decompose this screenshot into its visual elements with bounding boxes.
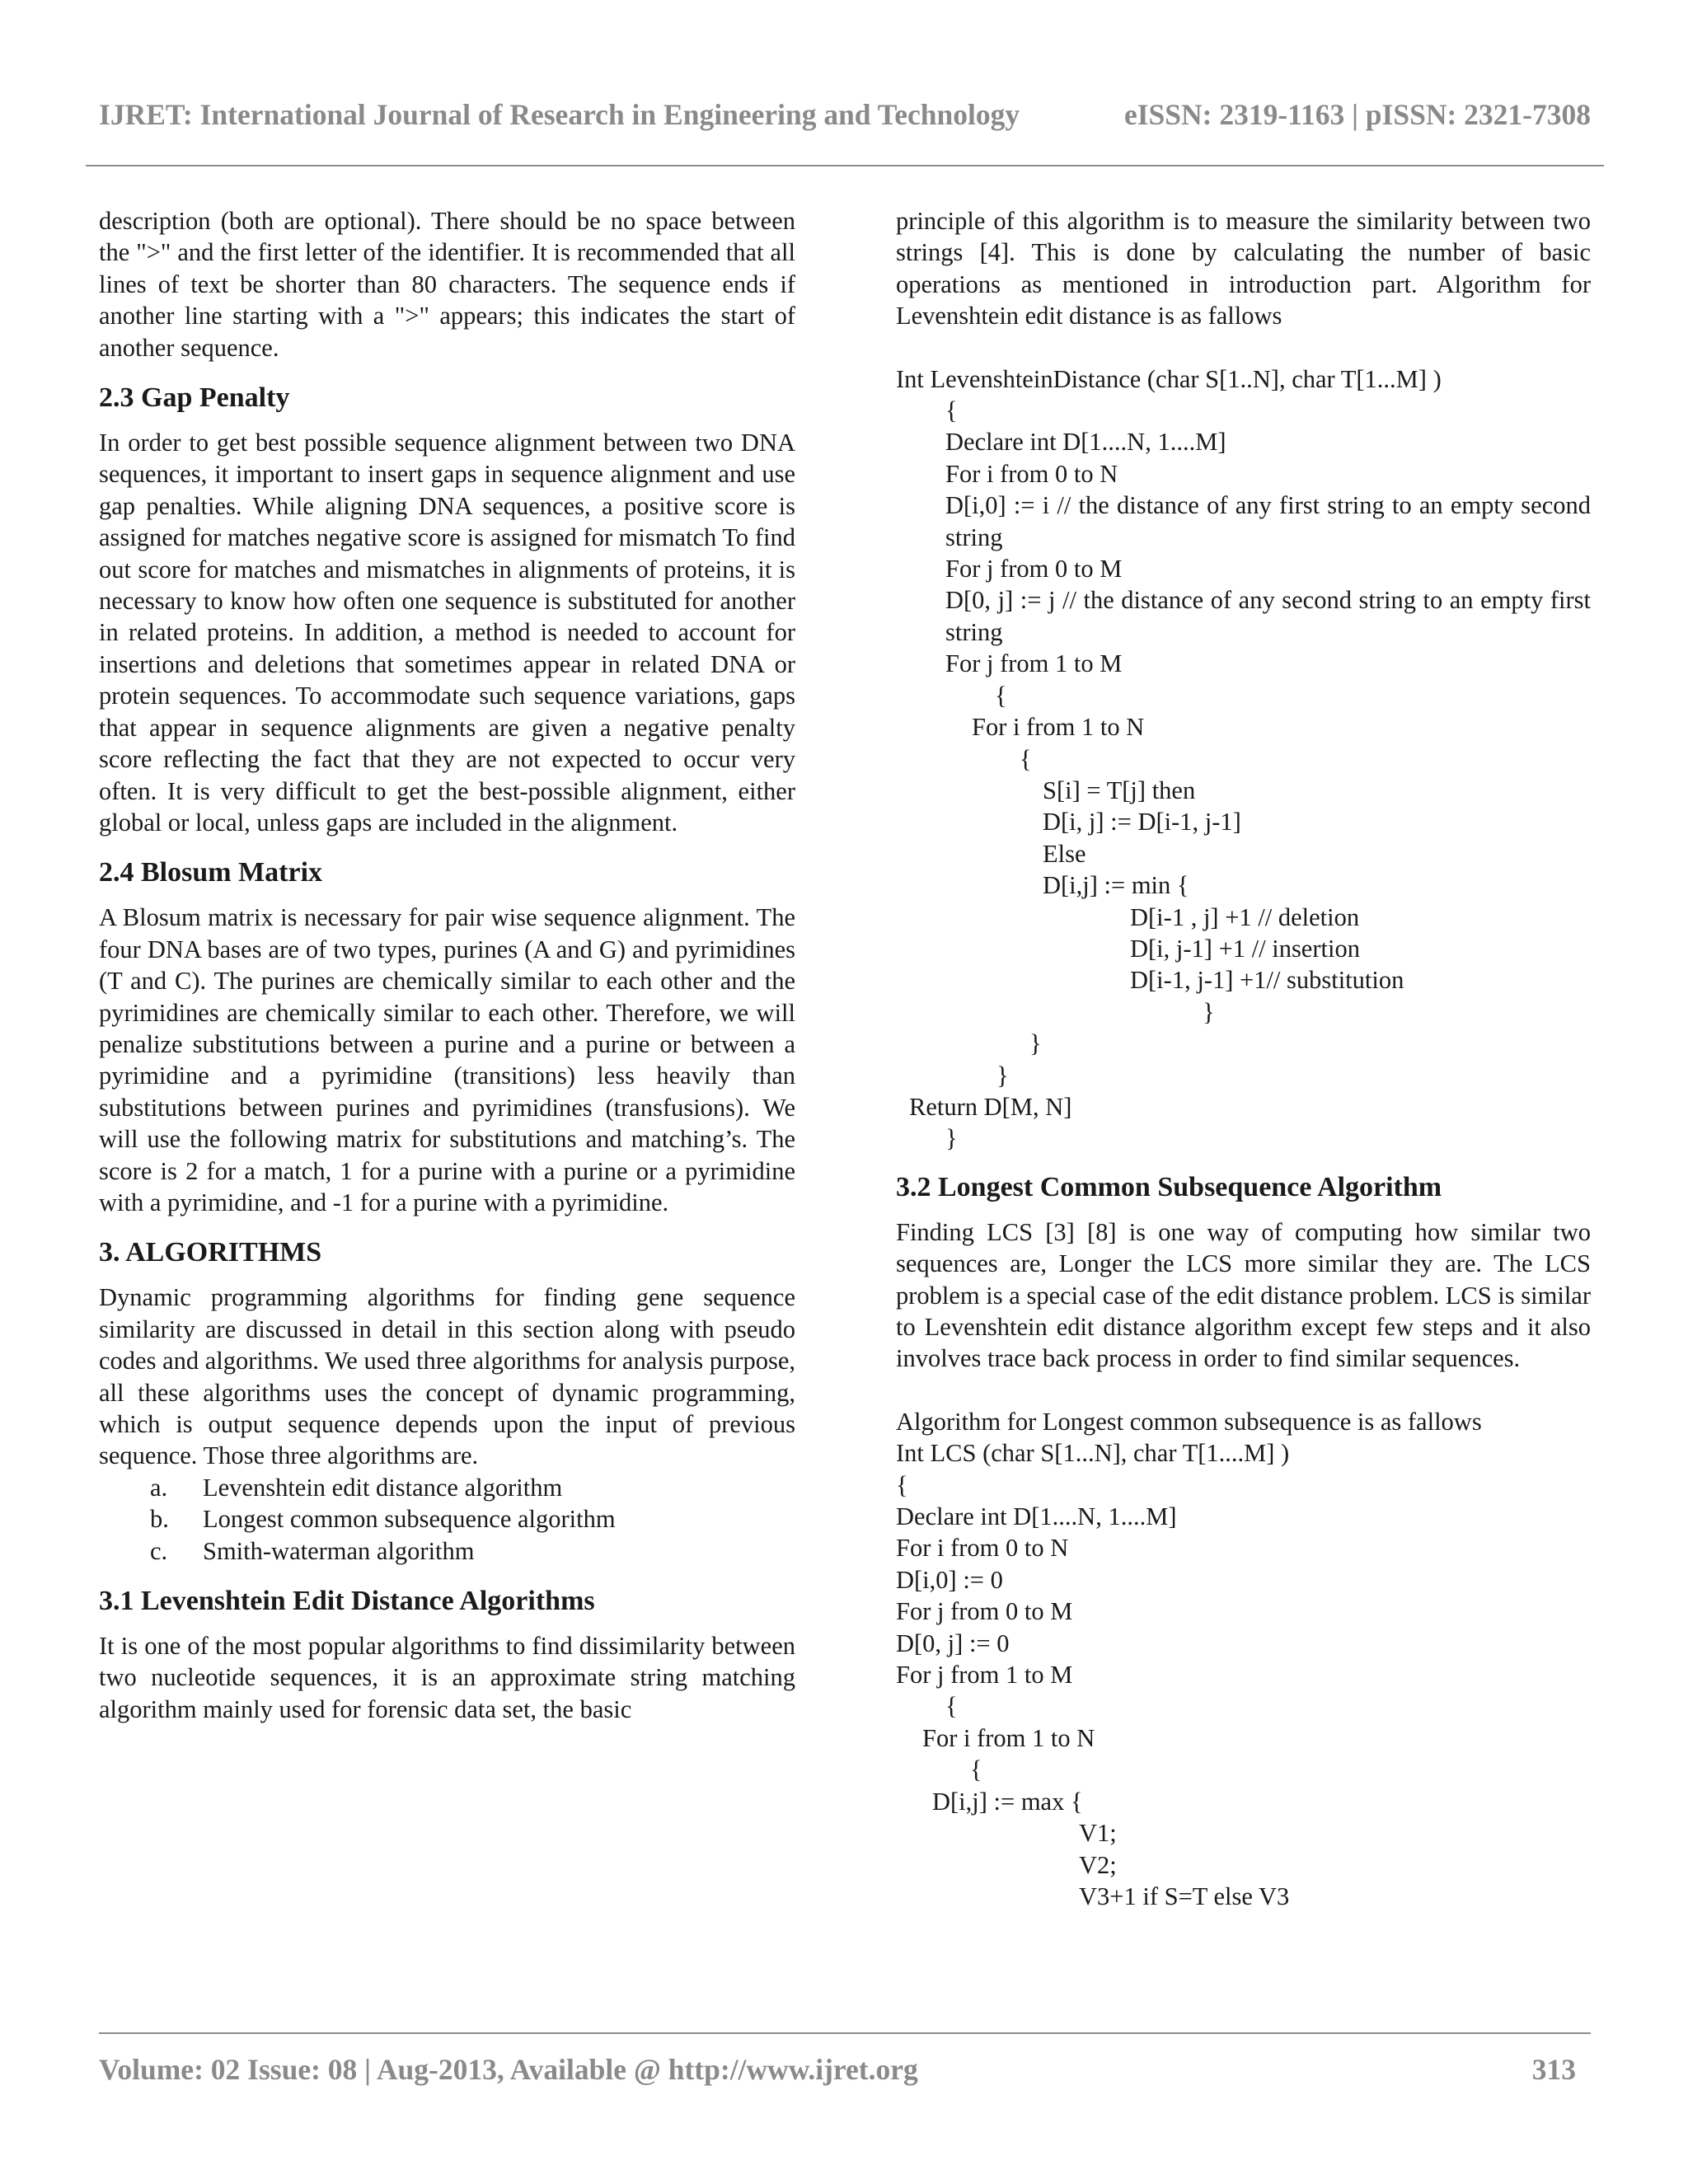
- code-line: }: [1029, 1029, 1042, 1058]
- code-line: S[i] = T[j] then: [1043, 776, 1196, 804]
- journal-title: IJRET: International Journal of Research in Engineering and Technology: [99, 98, 1020, 131]
- code-line: }: [945, 1124, 958, 1153]
- list-marker: a.: [150, 1473, 168, 1502]
- page-number: 313: [1531, 2053, 1576, 2086]
- code-line: For i from 0 to N: [945, 459, 1118, 488]
- code-line: D[i,j] := max {: [932, 1787, 1083, 1816]
- section-3-body: Dynamic programming algorithms for finding gene sequence similarity are discussed in detail in this section along with pseudo codes and algorithms. We used three algorithms for analysis purpose, all these algorithms uses the concept of dynamic programming, which is output sequence depends upon the input of previous sequence. Those three algorithms are.: [99, 1283, 795, 1470]
- code-line: For j from 0 to M: [945, 555, 1123, 583]
- code-line: {: [945, 396, 958, 425]
- code-line: {: [970, 1755, 982, 1784]
- code-line: Int LCS (char S[1...N], char T[1....M] ): [896, 1439, 1290, 1468]
- code-line: {: [1020, 744, 1032, 773]
- code-line: Int LevenshteinDistance (char S[1..N], char T[1...M] ): [896, 364, 1442, 393]
- code-line: For j from 0 to M: [896, 1597, 1073, 1626]
- list-marker: c.: [150, 1536, 168, 1565]
- code-line: D[i,j] := min {: [1043, 871, 1189, 900]
- code-line: Declare int D[1....N, 1....M]: [945, 428, 1226, 457]
- section-3-heading: 3. ALGORITHMS: [99, 1237, 322, 1268]
- list-item-text: Longest common subsequence algorithm: [203, 1505, 616, 1534]
- code-line: D[i, j] := D[i-1, j-1]: [1043, 808, 1241, 837]
- code-line: {: [896, 1470, 908, 1499]
- code-line: Algorithm for Longest common subsequence is as fallows: [896, 1407, 1482, 1436]
- header-divider: [86, 165, 1604, 166]
- code-line: For j from 1 to M: [896, 1661, 1073, 1690]
- code-line: D[0, j] := 0: [896, 1629, 1010, 1657]
- section-3-2-body: Finding LCS [3] [8] is one way of computing how similar two sequences are, Longer the LCS more similar they are. The LCS problem is a special case of the edit distance problem. LCS is similar to Levenshtein edit distance algorithm except few steps and it also involves trace back process in order to find similar sequences.: [896, 1217, 1591, 1373]
- code-line: D[i-1, j-1] +1// substitution: [1130, 966, 1404, 995]
- code-line: D[i, j-1] +1 // insertion: [1130, 934, 1360, 963]
- code-line: D[0, j] := j // the distance of any second string to an empty first string: [945, 586, 1591, 646]
- section-2-4-body: A Blosum matrix is necessary for pair wise sequence alignment. The four DNA bases are of two types, purines (A and G) and pyrimidines (T and C). The purines are chemically similar to each other and the pyrimidines are chemically similar to each other. Therefore, we will penalize substitutions between a purine and a purine or between a pyrimidine and a pyrimidine (transitions) less heavily than substitutions between purines and pyrimidines (transfusions). We will use the following matrix for substitutions and matching’s. The score is 2 for a match, 1 for a purine with a purine or a pyrimidine with a pyrimidine, and -1 for a purine with a pyrimidine.: [99, 903, 795, 1216]
- section-2-3-heading: 2.3 Gap Penalty: [99, 382, 290, 414]
- section-3-1-heading: 3.1 Levenshtein Edit Distance Algorithms: [99, 1586, 595, 1617]
- footer-divider: [99, 2032, 1591, 2034]
- levenshtein-intro: principle of this algorithm is to measure the similarity between two strings [4]. This is done by calculating the number of basic operations as mentioned in introduction part. Algorithm for Levenshtein edit distance is as fallows: [896, 207, 1591, 330]
- code-line: For i from 1 to N: [972, 713, 1145, 742]
- code-line: For i from 1 to N: [922, 1723, 1095, 1752]
- running-header: [99, 97, 1591, 132]
- code-line: D[i,0] := 0: [896, 1565, 1003, 1594]
- code-line: V1;: [1079, 1819, 1117, 1848]
- right-column: [896, 205, 1591, 1912]
- issn-numbers: eISSN: 2319-1163 | pISSN: 2321-7308: [1123, 98, 1591, 131]
- section-2-3-body: In order to get best possible sequence alignment between two DNA sequences, it important to insert gaps in sequence alignment and use gap penalties. While aligning DNA sequences, a positive score is assigned for matches negative score is assigned for mismatch To find out score for matches and mismatches in alignments of proteins, it is necessary to know how often one sequence is substituted for another in related proteins. In addition, a method is needed to account for insertions and deletions that sometimes appear in related DNA or protein sequences. To accommodate such sequence variations, gaps that appear in sequence alignments are given a negative penalty score reflecting the fact that they are not expected to occur very often. It is very difficult to get the best-possible alignment, either global or local, unless gaps are included in the alignment.: [99, 429, 795, 837]
- volume-info: Volume: 02 Issue: 08 | Aug-2013, Available @ http://www.ijret.org: [99, 2053, 918, 2086]
- code-line: V3+1 if S=T else V3: [1079, 1882, 1290, 1910]
- code-line: Else: [1043, 839, 1086, 868]
- code-line: For i from 0 to N: [896, 1534, 1069, 1563]
- code-line: {: [945, 1692, 958, 1721]
- lcs-pseudocode: [896, 1406, 1591, 1913]
- section-3-1-body: It is one of the most popular algorithms to find dissimilarity between two nucleotide sequences, it is an approximate string matching algorithm mainly used for forensic data set, the basic: [99, 1632, 795, 1723]
- code-line: D[i-1 , j] +1 // deletion: [1130, 902, 1360, 931]
- code-line: Return D[M, N]: [909, 1092, 1072, 1121]
- section-2-4-heading: 2.4 Blosum Matrix: [99, 857, 323, 888]
- code-line: V2;: [1079, 1850, 1117, 1879]
- code-line: D[i,0] := i // the distance of any first string to an empty second string: [945, 491, 1591, 551]
- list-marker: b.: [150, 1505, 169, 1534]
- left-column: [99, 205, 795, 1725]
- code-line: {: [995, 681, 1007, 710]
- list-item-text: Levenshtein edit distance algorithm: [203, 1473, 563, 1502]
- code-line: Declare int D[1....N, 1....M]: [896, 1502, 1177, 1531]
- list-item: [99, 1472, 795, 1503]
- levenshtein-pseudocode: [896, 363, 1591, 1155]
- intro-paragraph: description (both are optional). There should be no space between the ">" and the first letter of the identifier. It is recommended that all lines of text be shorter than 80 characters. The sequence ends if another line starting with a ">" appears; this indicates the start of another sequence.: [99, 207, 795, 362]
- section-3-2-heading: 3.2 Longest Common Subsequence Algorithm: [896, 1171, 1442, 1202]
- code-line: For j from 1 to M: [945, 649, 1123, 678]
- code-line: }: [996, 1061, 1009, 1090]
- list-item-text: Smith-waterman algorithm: [203, 1536, 475, 1565]
- algorithm-list: [99, 1472, 795, 1567]
- list-item: [99, 1535, 795, 1567]
- list-item: [99, 1503, 795, 1535]
- running-footer: [99, 2052, 1576, 2087]
- code-line: }: [1203, 997, 1215, 1026]
